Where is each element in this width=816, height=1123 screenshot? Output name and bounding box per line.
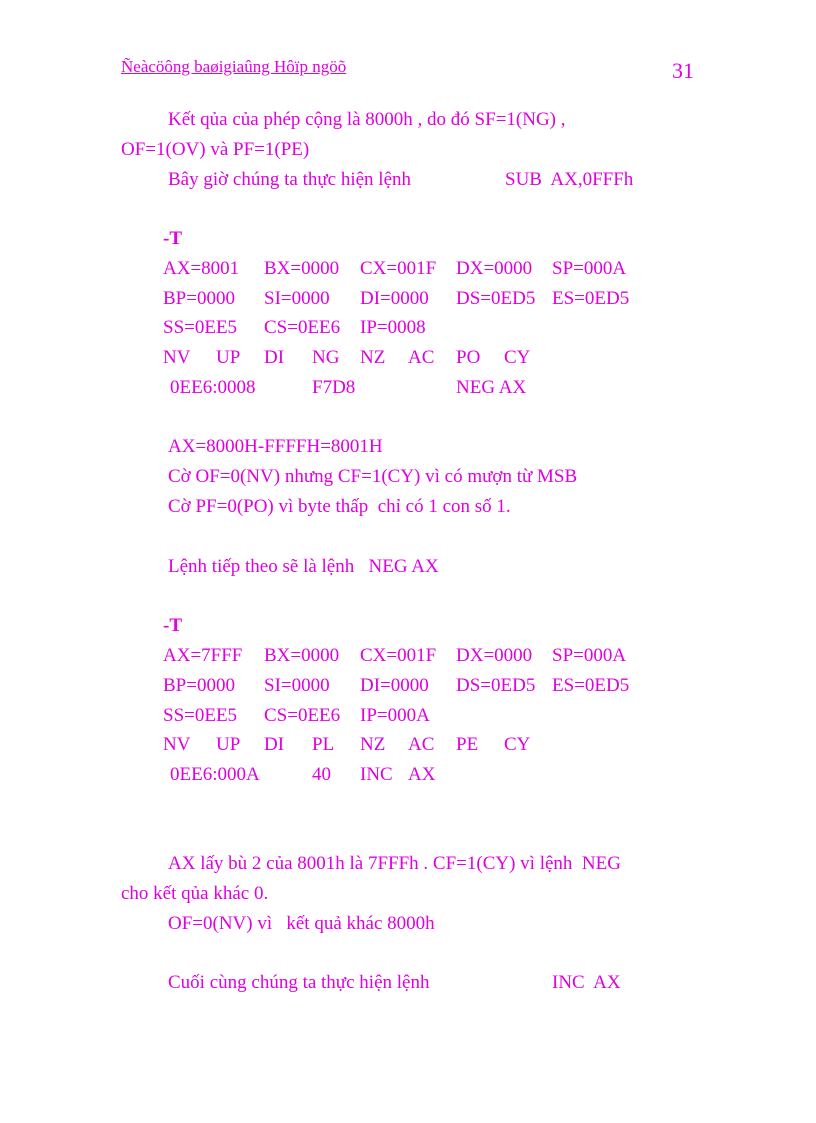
flag-value: CY: [504, 347, 531, 368]
paragraph-line: cho kết qủa khác 0.: [121, 883, 269, 904]
register-value: CS=0EE6: [264, 705, 341, 726]
flag-value: NV: [163, 734, 191, 755]
register-value: ES=0ED5: [552, 288, 630, 309]
command-text: SUB AX,0FFFh: [505, 169, 634, 190]
debug-prompt: -T: [163, 615, 182, 636]
register-value: DS=0ED5: [456, 288, 536, 309]
instruction-mnemonic: NEG AX: [456, 377, 527, 398]
register-value: SI=0000: [264, 288, 330, 309]
flag-value: NV: [163, 347, 191, 368]
register-value: BX=0000: [264, 645, 340, 666]
register-value: SI=0000: [264, 675, 330, 696]
paragraph-line: OF=0(NV) vì kết quả khác 8000h: [168, 913, 435, 934]
instruction-bytes: 40: [312, 764, 331, 785]
instruction-address: 0EE6:0008: [170, 377, 256, 398]
register-value: DI=0000: [360, 675, 429, 696]
instruction-operand: AX: [408, 764, 436, 785]
flag-value: DI: [264, 347, 285, 368]
flag-value: UP: [216, 347, 241, 368]
flag-value: PL: [312, 734, 335, 755]
register-value: SP=000A: [552, 258, 627, 279]
register-value: DX=0000: [456, 645, 533, 666]
register-value: BP=0000: [163, 288, 235, 309]
register-value: ES=0ED5: [552, 675, 630, 696]
register-value: BP=0000: [163, 675, 235, 696]
flag-value: AC: [408, 734, 435, 755]
flag-value: AC: [408, 347, 435, 368]
register-value: DX=0000: [456, 258, 533, 279]
paragraph-line: Cờ PF=0(PO) vì byte thấp chỉ có 1 con số 1.: [168, 496, 511, 517]
register-value: IP=000A: [360, 705, 430, 726]
paragraph-line: Kết qủa của phép cộng là 8000h , do đó SF=1(NG) ,: [168, 109, 566, 130]
register-value: AX=7FFF: [163, 645, 243, 666]
paragraph-line: AX lấy bù 2 của 8001h là 7FFFh . CF=1(CY) vì lệnh NEG: [168, 853, 621, 874]
flag-value: NG: [312, 347, 340, 368]
register-value: SS=0EE5: [163, 317, 238, 338]
instruction-bytes: F7D8: [312, 377, 356, 398]
flag-value: CY: [504, 734, 531, 755]
paragraph-line: Lệnh tiếp theo sẽ là lệnh NEG AX: [168, 556, 439, 577]
register-value: DS=0ED5: [456, 675, 536, 696]
flag-value: UP: [216, 734, 241, 755]
instruction-mnemonic: INC: [360, 764, 393, 785]
register-value: SP=000A: [552, 645, 627, 666]
paragraph-line: Cuối cùng chúng ta thực hiện lệnh: [168, 972, 430, 993]
register-value: CX=001F: [360, 258, 437, 279]
paragraph-line: OF=1(OV) và PF=1(PE): [121, 139, 310, 160]
register-value: DI=0000: [360, 288, 429, 309]
flag-value: PE: [456, 734, 479, 755]
flag-value: NZ: [360, 734, 386, 755]
flag-value: PO: [456, 347, 481, 368]
flag-value: NZ: [360, 347, 386, 368]
paragraph-line: AX=8000H-FFFFH=8001H: [168, 436, 383, 457]
register-value: CS=0EE6: [264, 317, 341, 338]
instruction-address: 0EE6:000A: [170, 764, 260, 785]
register-value: IP=0008: [360, 317, 426, 338]
document-header: Ñeàcöông baøigiaûng Hôïp ngöõ: [121, 57, 347, 76]
register-value: AX=8001: [163, 258, 240, 279]
debug-prompt: -T: [163, 228, 182, 249]
command-text: INC AX: [552, 972, 621, 993]
paragraph-line: Bây giờ chúng ta thực hiện lệnh: [168, 169, 412, 190]
paragraph-line: Cờ OF=0(NV) nhưng CF=1(CY) vì có mượn từ MSB: [168, 466, 578, 487]
page-number: 31: [672, 58, 694, 83]
register-value: BX=0000: [264, 258, 340, 279]
register-value: CX=001F: [360, 645, 437, 666]
register-value: SS=0EE5: [163, 705, 238, 726]
flag-value: DI: [264, 734, 285, 755]
